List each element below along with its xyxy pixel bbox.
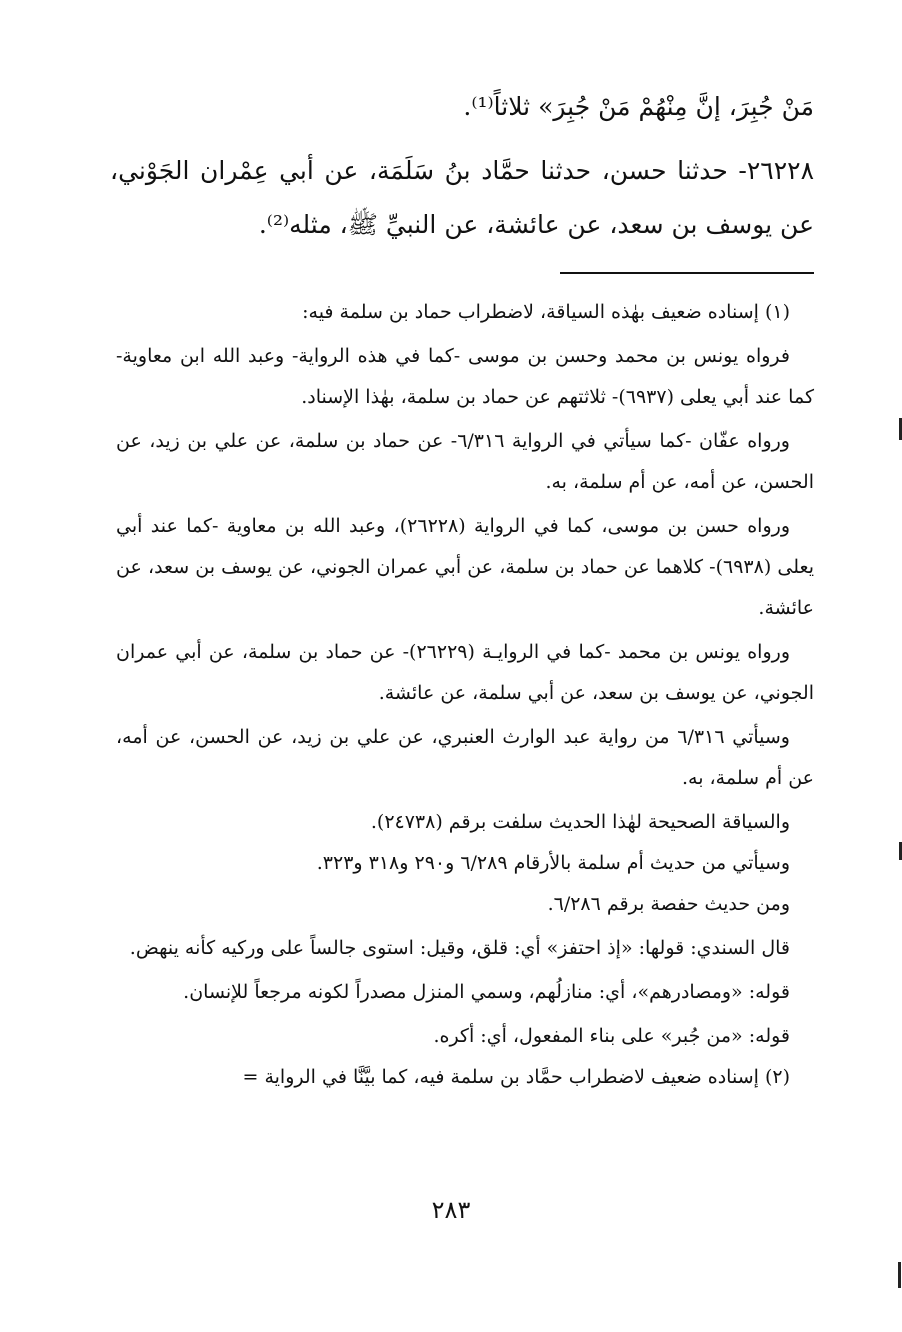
footnote-1-para-10: قوله: «ومصادرهم»، أي: منازلُهم، وسمي المنزل مصدراً لكونه مرجعاً للإنسان. (183, 981, 790, 1003)
footnote-1-para-3: ورواه حسن بن موسى، كما في الرواية (٢٦٢٢٨)، وعبد الله بن معاوية -كما عند أبي يعلى (٦٩٣٨)- كلاهما عن حماد بن سلمة، عن أبي عمران الجوني، عن يوسف بن سعد، عن عائشة. (116, 515, 814, 619)
footnote-1-para-8: ومن حديث حفصة برقم ٦/٢٨٦. (547, 893, 790, 915)
footnote-1-para-7: وسيأتي من حديث أم سلمة بالأرقام ٦/٢٨٩ و٢٩٠ و٣١٨ و٣٢٣. (316, 852, 790, 874)
scan-edge-mark (898, 1262, 901, 1288)
footnote-2: (٢) إسناده ضعيف لاضطراب حمَّاد بن سلمة فيه، كما بيَّنَّا في الرواية = (242, 1066, 790, 1088)
footnote-1-para-4: ورواه يونس بن محمد -كما في الروايـة (٢٦٢٢٩)- عن حماد بن سلمة، عن أبي عمران الجوني، عن يوسف بن سعد، عن أبي سلمة، عن عائشة. (116, 641, 814, 704)
footnote-1-title: (١) إسناده ضعيف بهٰذه السياقة، لاضطراب حماد بن سلمة فيه: (302, 301, 790, 323)
page-number: ٢٨٣ (431, 1196, 471, 1224)
footnotes (116, 292, 814, 1098)
footnote-1-para-6: والسياقة الصحيحة لهٰذا الحديث سلفت برقم (٢٤٧٣٨). (370, 811, 790, 833)
footnote-1-para-1: فرواه يونس بن محمد وحسن بن موسى -كما في هذه الرواية- وعبد الله ابن معاوية- كما عند أبي يعلى (٦٩٣٧)- ثلاثتهم عن حماد بن سلمة، بهٰذا الإسناد. (116, 345, 814, 408)
hadith-ending-line: مَنْ جُبِرَ، إنَّ مِنْهُمْ مَنْ جُبِرَ» ثلاثاً⁽¹⁾. (463, 92, 814, 121)
paragraph-gap (110, 134, 814, 144)
footnote-1-para-9: قال السندي: قولها: «إذ احتفز» أي: قلق، وقيل: استوى جالساً على وركيه كأنه ينهض. (129, 937, 790, 959)
hadith-26228: ٢٦٢٢٨- حدثنا حسن، حدثنا حمَّاد بنُ سَلَمَة، عن أبي عِمْران الجَوْني، عن يوسف بن سعد، عن عائشة، عن النبيِّ ﷺ، مثله⁽²⁾. (110, 156, 814, 239)
footnote-1-para-5: وسيأتي ٦/٣١٦ من رواية عبد الوارث العنبري، عن علي بن زيد، عن الحسن، عن أمه، عن أم سلمة، به. (116, 726, 814, 789)
footnote-1-para-2: ورواه عفّان -كما سيأتي في الرواية ٦/٣١٦- عن حماد بن سلمة، عن علي بن زيد، عن الحسن، عن أمه، عن أم سلمة، به. (116, 430, 814, 493)
main-text (110, 80, 814, 252)
footnote-1-para-11: قوله: «من جُبر» على بناء المفعول، أي: أكره. (433, 1025, 790, 1047)
footnote-separator (560, 272, 814, 274)
